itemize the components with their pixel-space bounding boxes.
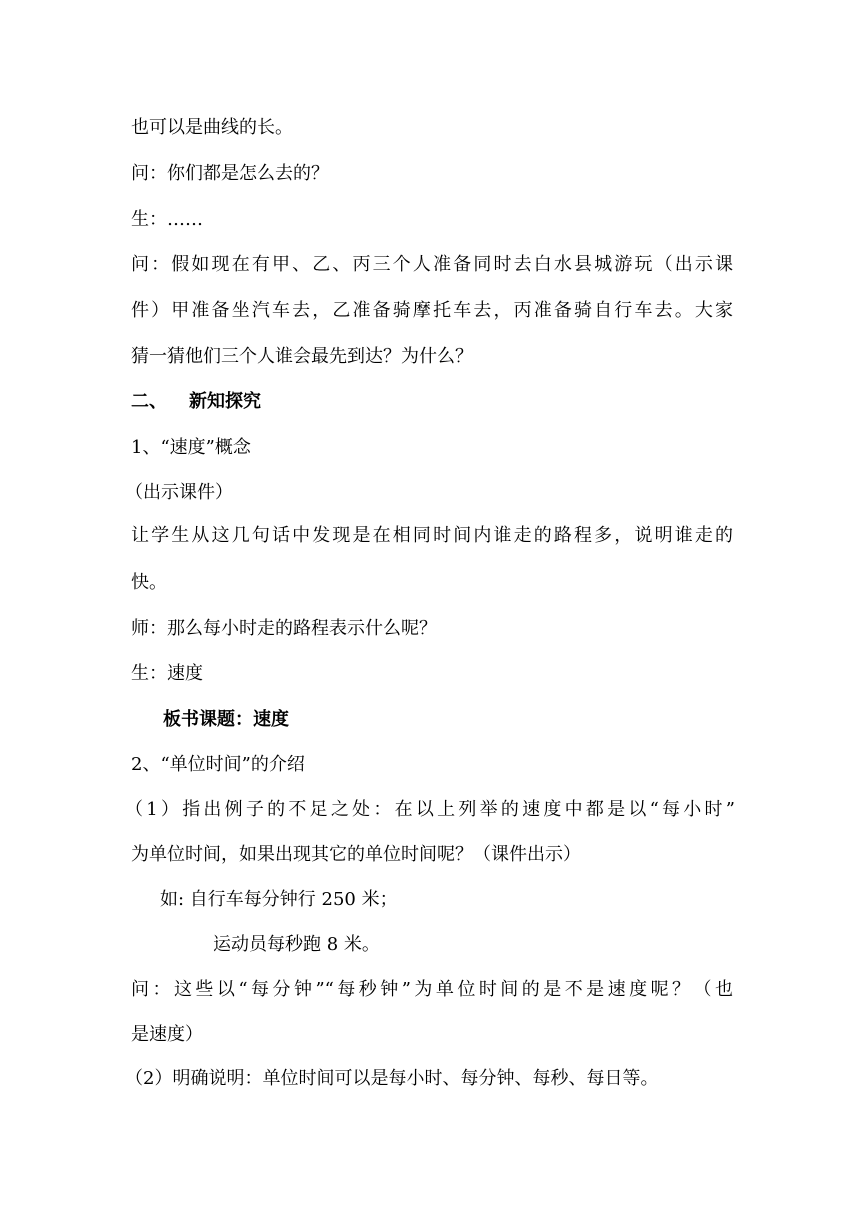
example-athlete: 运动员每秒跑 8 米。: [213, 934, 380, 955]
point-one-line-2: 为单位时间，如果出现其它的单位时间呢？（课件出示）: [131, 844, 581, 865]
paragraph-line-1: 也可以是曲线的长。: [131, 117, 293, 138]
student-speed-answer: 生：速度: [131, 663, 203, 684]
point-two-line: （2）明确说明：单位时间可以是每小时、每分钟、每秒、每日等。: [125, 1068, 659, 1089]
subsection-unit-time: 2、“单位时间”的介绍: [131, 754, 305, 775]
question-line: 问：你们都是怎么去的？: [131, 163, 329, 184]
board-title: 板书课题：速度: [163, 709, 289, 730]
student-discovery-line-2: 快。: [131, 572, 167, 593]
question-scenario-line-3: 猜一猜他们三个人谁会最先到达？为什么？: [131, 346, 473, 367]
question-unit-line-1: 问：这些以“每分钟”“每秒钟”为单位时间的是不是速度呢？（也: [131, 979, 733, 1000]
teacher-question-line: 师：那么每小时走的路程表示什么呢？: [131, 618, 437, 639]
question-scenario-line-1: 问：假如现在有甲、乙、丙三个人准备同时去白水县城游玩（出示课: [131, 254, 733, 275]
question-scenario-line-2: 件）甲准备坐汽车去，乙准备骑摩托车去，丙准备骑自行车去。大家: [131, 300, 733, 321]
question-unit-line-2: 是速度）: [131, 1024, 203, 1045]
student-answer-line: 生：……: [131, 209, 203, 230]
show-courseware-note: （出示课件）: [125, 482, 233, 503]
point-one-line-1: （1）指出例子的不足之处：在以上列举的速度中都是以“每小时”: [125, 799, 735, 820]
example-bicycle: 如: 自行车每分钟行 250 米；: [160, 889, 398, 910]
section-number: 二、: [131, 391, 167, 412]
subsection-speed-concept: 1、“速度”概念: [131, 437, 251, 458]
section-title: 新知探究: [189, 391, 261, 412]
student-discovery-line-1: 让学生从这几句话中发现是在相同时间内谁走的路程多，说明谁走的: [131, 525, 733, 546]
section-heading: [131, 390, 261, 414]
